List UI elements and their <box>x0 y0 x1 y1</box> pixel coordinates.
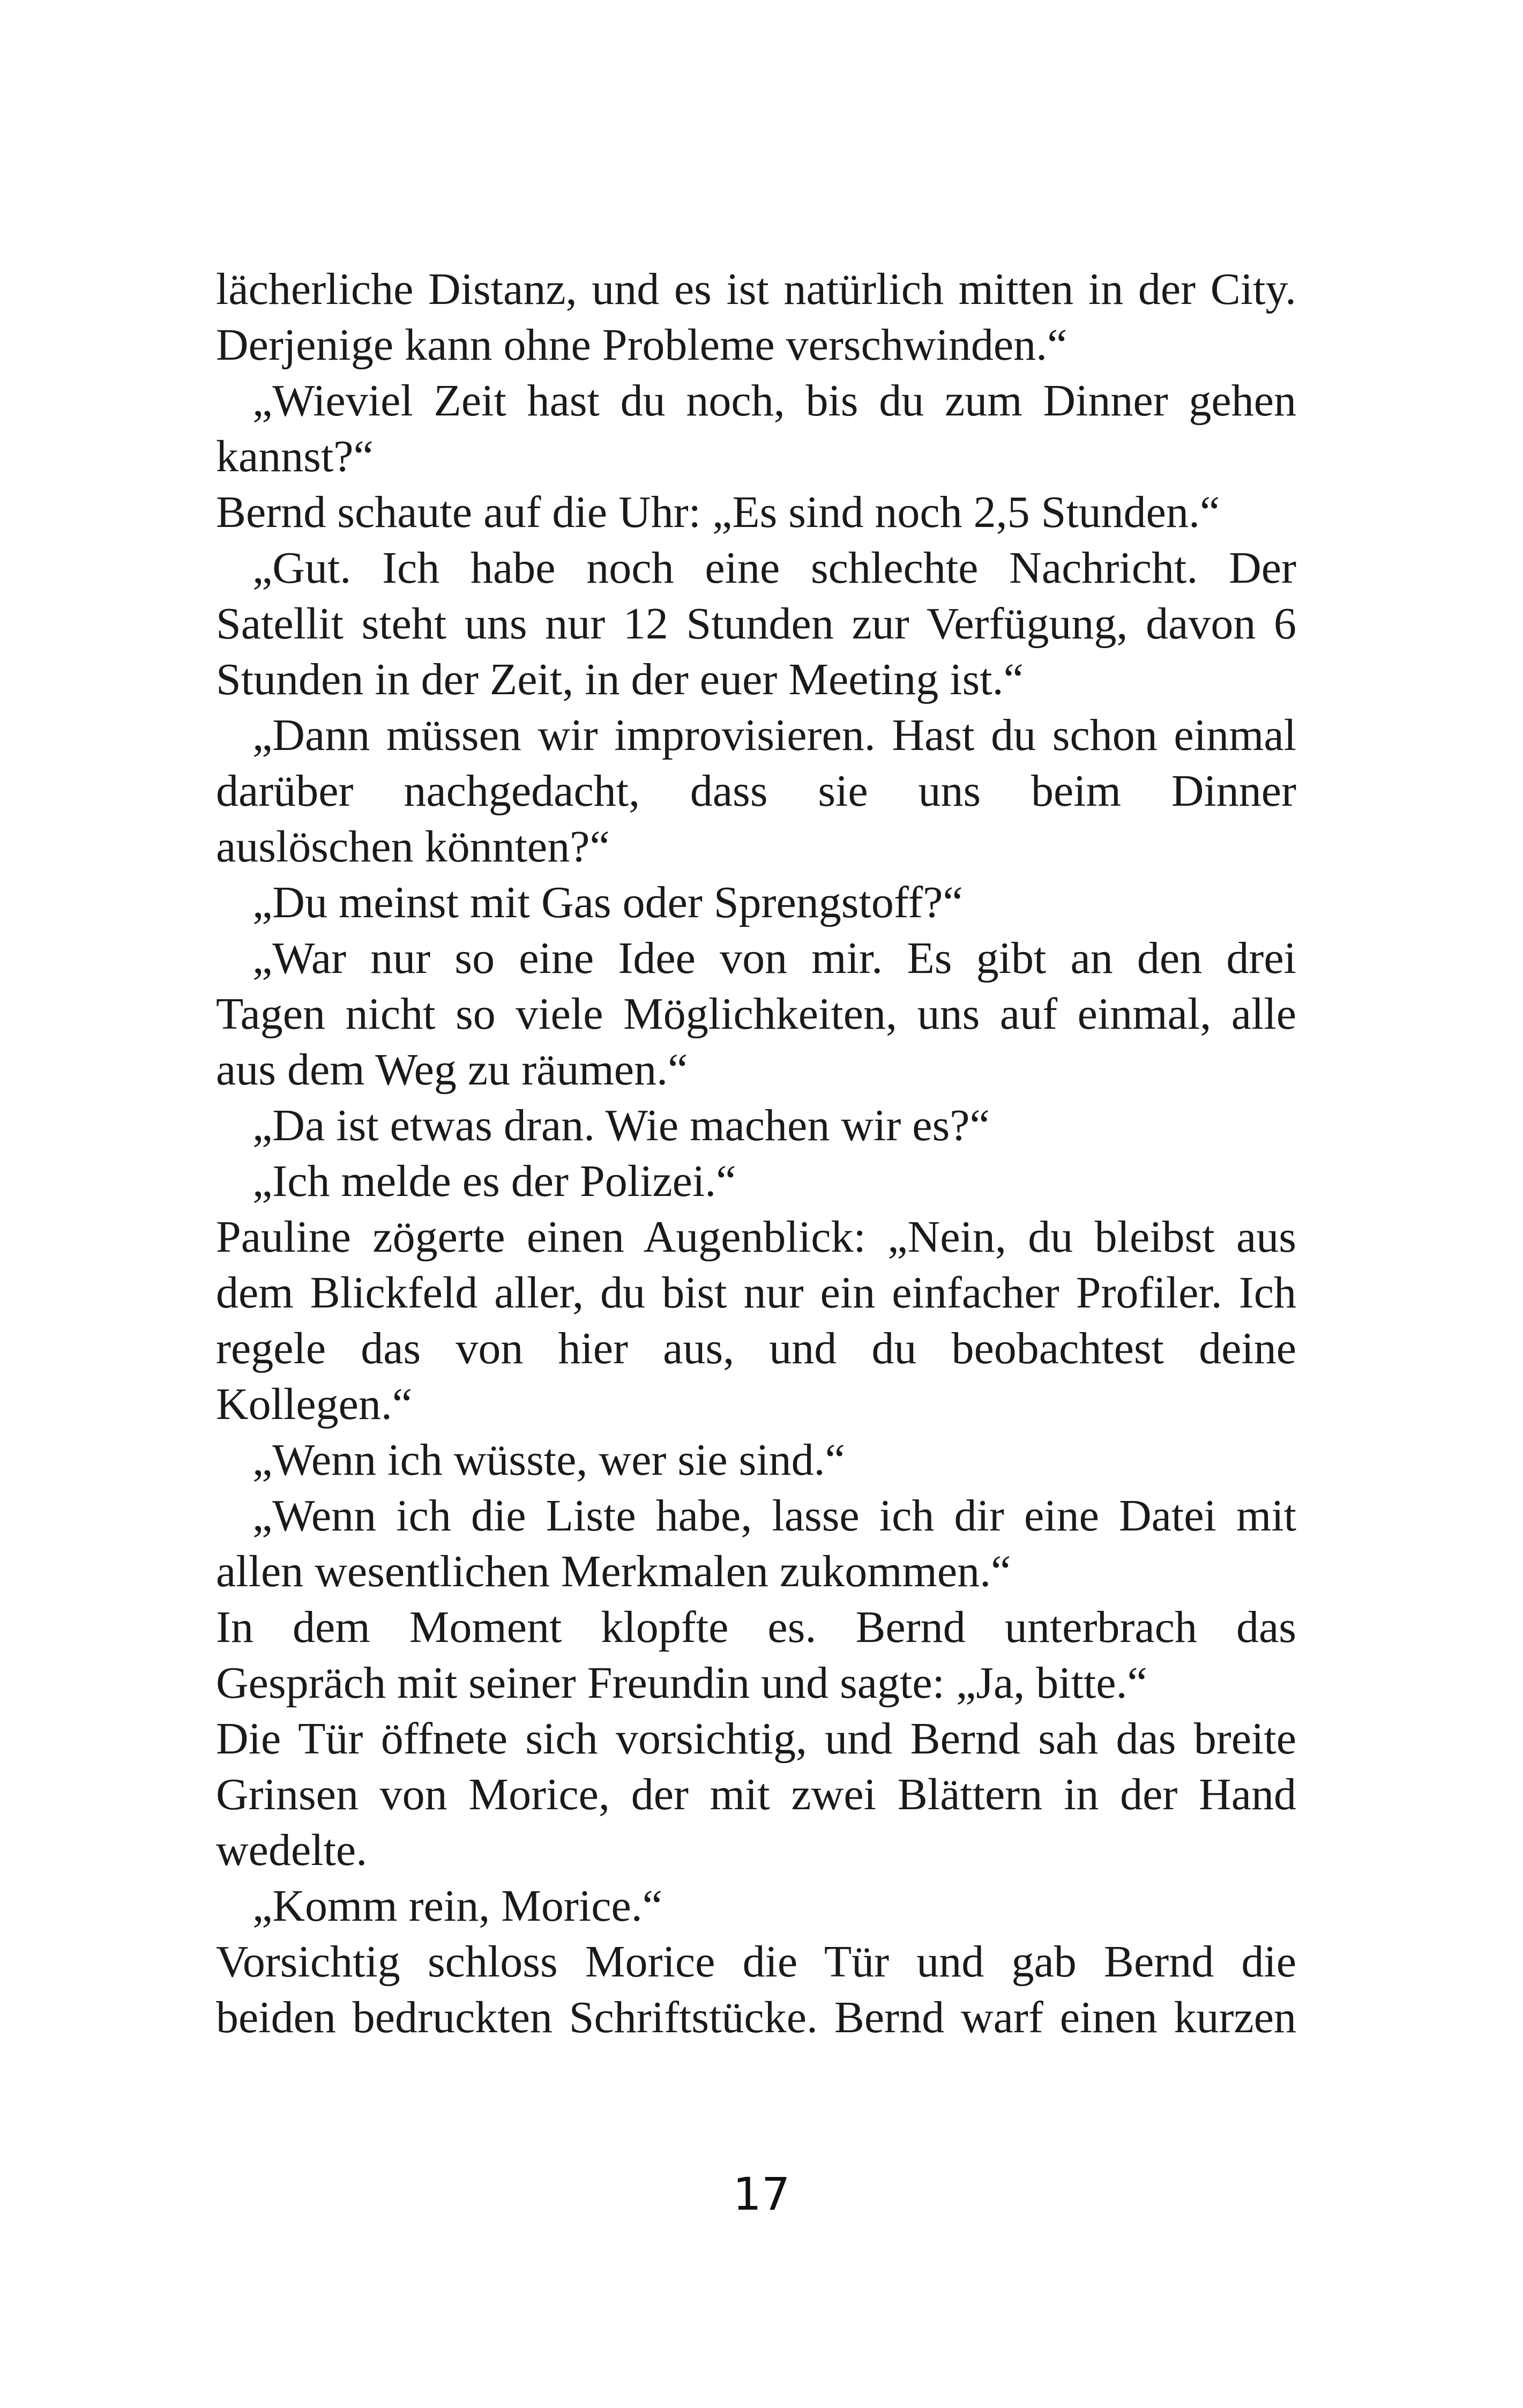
text-line: allen wesentlichen Merkmalen zukommen.“ <box>216 1547 1011 1596</box>
text-line: Bernd schaute auf die Uhr: „Es sind noch 2,5 Stunden.“ <box>216 487 1220 537</box>
text-line: In dem Moment klopfte es. Bernd unterbrach das <box>216 1602 1296 1652</box>
text-line: Kollegen.“ <box>216 1379 413 1429</box>
body-text <box>216 262 1296 2046</box>
text-line: aus dem Weg zu räumen.“ <box>216 1045 688 1095</box>
text-line: Stunden in der Zeit, in der euer Meeting ist.“ <box>216 655 1024 704</box>
text-line: beiden bedruckten Schriftstücke. Bernd warf einen kurzen <box>216 1993 1296 2042</box>
text-line: lächerliche Distanz, und es ist natürlich mitten in der City. <box>216 264 1296 314</box>
text-line: „Komm rein, Morice.“ <box>252 1881 663 1931</box>
text-line: wedelte. <box>216 1825 368 1875</box>
text-line: „Du meinst mit Gas oder Sprengstoff?“ <box>252 878 963 927</box>
text-line: auslöschen könnten?“ <box>216 822 610 872</box>
text-line: Tagen nicht so viele Möglichkeiten, uns auf einmal, alle <box>216 989 1296 1039</box>
text-line: „Dann müssen wir improvisieren. Hast du schon einmal <box>252 710 1296 760</box>
text-line: „Da ist etwas dran. Wie machen wir es?“ <box>252 1101 990 1150</box>
text-line: regele das von hier aus, und du beobachtest deine <box>216 1324 1296 1373</box>
text-line: Gespräch mit seiner Freundin und sagte: „Ja, bitte.“ <box>216 1658 1147 1708</box>
text-line: „War nur so eine Idee von mir. Es gibt an den drei <box>252 933 1296 983</box>
text-line: „Wieviel Zeit hast du noch, bis du zum Dinner gehen <box>252 376 1296 426</box>
text-line: Pauline zögerte einen Augenblick: „Nein, du bleibst aus <box>216 1212 1296 1262</box>
text-line: Grinsen von Morice, der mit zwei Blättern in der Hand <box>216 1770 1296 1819</box>
text-line: darüber nachgedacht, dass sie uns beim Dinner <box>216 766 1296 816</box>
text-line: „Wenn ich wüsste, wer sie sind.“ <box>252 1435 845 1485</box>
text-line: Satellit steht uns nur 12 Stunden zur Verfügung, davon 6 <box>216 599 1296 649</box>
text-line: kannst?“ <box>216 432 374 481</box>
page-number: 17 <box>733 2168 790 2220</box>
text-line: Die Tür öffnete sich vorsichtig, und Bernd sah das breite <box>216 1714 1296 1764</box>
text-line: „Ich melde es der Polizei.“ <box>252 1156 736 1206</box>
text-line: Vorsichtig schloss Morice die Tür und gab Bernd die <box>216 1937 1296 1987</box>
text-line: „Wenn ich die Liste habe, lasse ich dir eine Datei mit <box>252 1491 1296 1541</box>
text-line: dem Blickfeld aller, du bist nur ein einfacher Profiler. Ich <box>216 1268 1296 1318</box>
text-line: Derjenige kann ohne Probleme verschwinden.“ <box>216 320 1067 370</box>
text-line: „Gut. Ich habe noch eine schlechte Nachricht. Der <box>252 543 1296 593</box>
